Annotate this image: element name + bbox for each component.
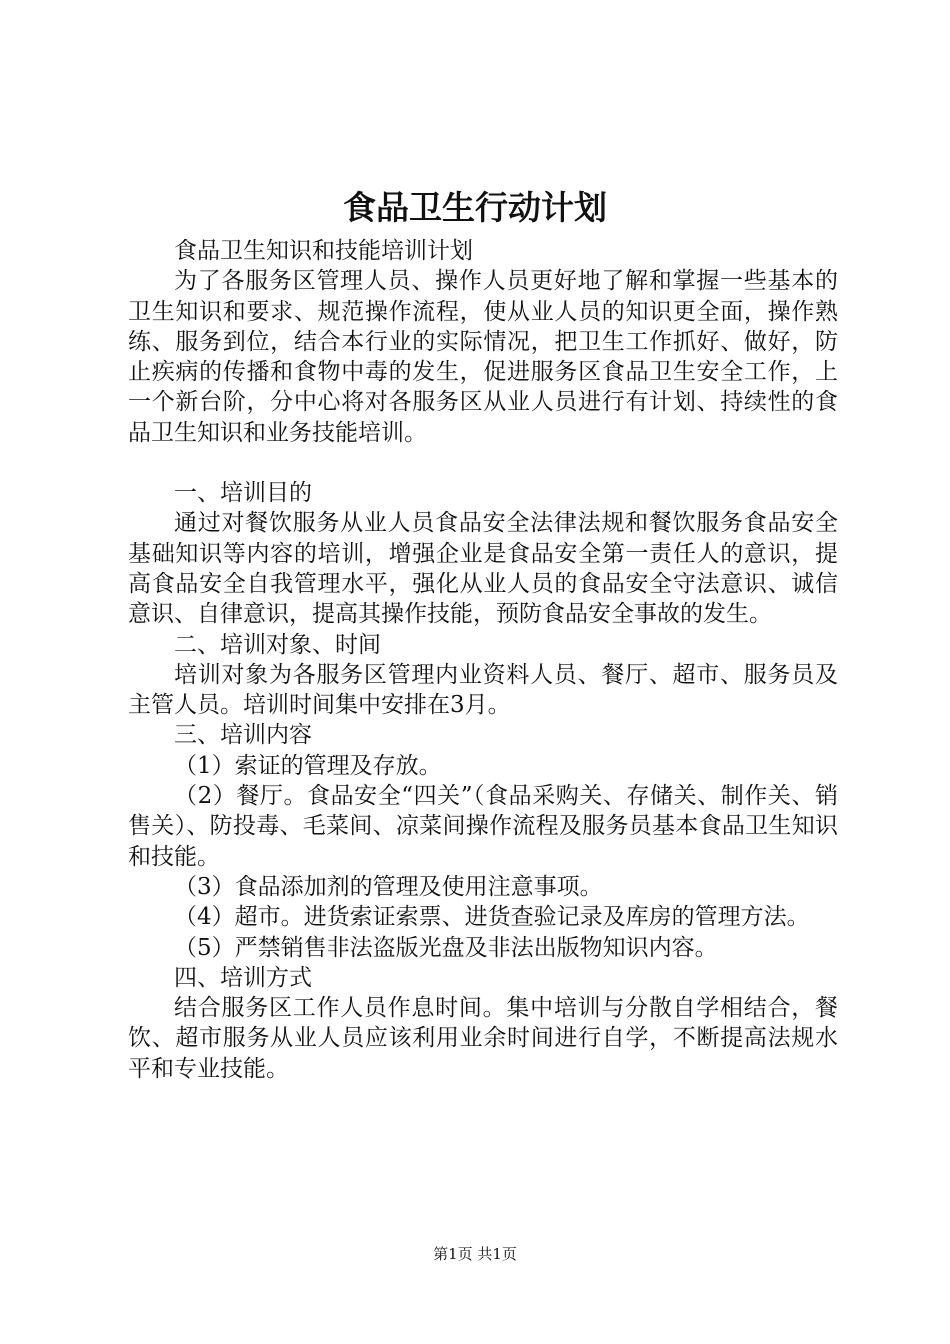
section-heading-audience: 二、培训对象、时间 [174, 631, 381, 658]
page-footer: 第1页 共1页 [433, 1245, 517, 1263]
content-item-4: （4）超市。进货索证索票、进货查验记录及库房的管理方法。 [174, 904, 810, 931]
content-item-5: （5）严禁销售非法盗版光盘及非法出版物知识内容。 [174, 934, 718, 961]
section-heading-purpose: 一、培训目的 [174, 480, 312, 507]
content-item-2: （2）餐厅。食品安全“四关”（食品采购关、存储关、制作关、销售关）、防投毒、毛菜间、凉菜间操作流程及服务员基本食品卫生知识和技能。 [128, 783, 838, 870]
audience-paragraph: 培训对象为各服务区管理内业资料人员、餐厅、超市、服务员及主管人员。培训时间集中安排在3月。 [128, 661, 838, 719]
document-body [128, 236, 838, 1084]
section-heading-method: 四、培训方式 [174, 964, 312, 991]
content-item-1: （1）索证的管理及存放。 [174, 752, 442, 779]
content-item-3: （3）食品添加剂的管理及使用注意事项。 [174, 873, 603, 900]
method-paragraph: 结合服务区工作人员作息时间。集中培训与分散自学相结合，餐饮、超市服务从业人员应该利用业余时间进行自学，不断提高法规水平和专业技能。 [128, 995, 838, 1082]
purpose-paragraph: 通过对餐饮服务从业人员食品安全法律法规和餐饮服务食品安全基础知识等内容的培训，增强企业是食品安全第一责任人的意识，提高食品安全自我管理水平，强化从业人员的食品安全守法意识、诚信意识、自律意识，提高其操作技能，预防食品安全事故的发生。 [128, 510, 838, 628]
section-heading-content: 三、培训内容 [174, 722, 312, 749]
page-title: 食品卫生行动计划 [343, 188, 607, 227]
plan-subtitle: 食品卫生知识和技能培训计划 [174, 238, 473, 264]
intro-paragraph: 为了各服务区管理人员、操作人员更好地了解和掌握一些基本的卫生知识和要求、规范操作流程，使从业人员的知识更全面，操作熟练、服务到位，结合本行业的实际情况，把卫生工作抓好、做好，防止疾病的传播和食物中毒的发生，促进服务区食品卫生安全工作，上一个新台阶，分中心将对各服务区从业人员进行有计划、持续性的食品卫生知识和业务技能培训。 [128, 268, 838, 446]
